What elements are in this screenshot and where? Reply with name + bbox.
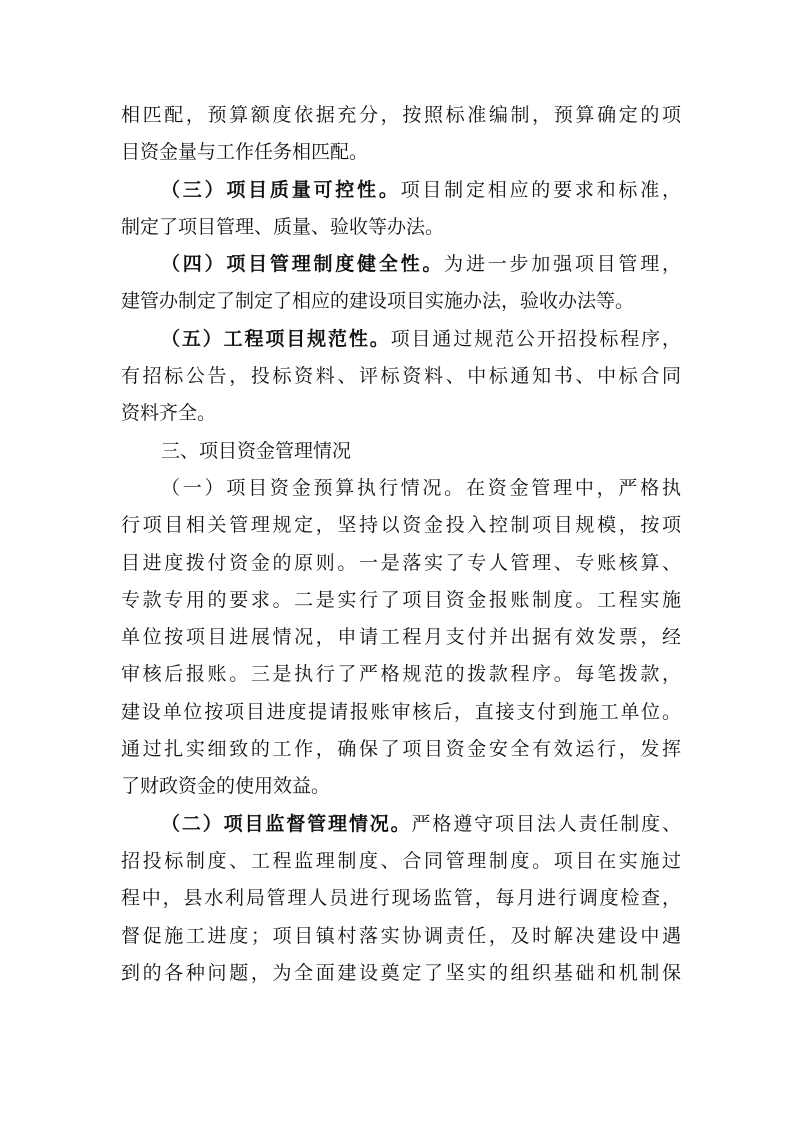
text-line: 审核后报账。三是执行了严格规范的拨款程序。每笔拨款，: [121, 663, 681, 686]
body-text: 项目制定相应的要求和标准，: [400, 178, 681, 201]
paragraph-first-line: [121, 172, 681, 209]
bold-lead-text: （五）工程项目规范性。: [161, 327, 391, 350]
body-text: 为进一步加强项目管理，: [444, 253, 681, 276]
paragraph-first-line: [121, 806, 681, 843]
text-line: 建设单位按项目进度提请报账审核后，直接支付到施工单位。: [121, 700, 681, 723]
text-line: 资料齐全。: [121, 402, 217, 425]
text-line: 相匹配，预算额度依据充分，按照标准编制，预算确定的项: [121, 104, 681, 126]
section-heading: 三、项目资金管理情况: [161, 439, 352, 462]
bold-lead-text: （四）项目管理制度健全性。: [161, 253, 445, 276]
text-line: 了财政资金的使用效益。: [121, 775, 331, 798]
bold-lead-text: （三）项目质量可控性。: [161, 178, 401, 201]
text-line: 督促施工进度；项目镇村落实协调责任，及时解决建设中遇: [121, 924, 681, 947]
text-line: 建管办制定了制定了相应的建设项目实施办法，验收办法等。: [121, 290, 635, 313]
paragraph-first-line: [121, 246, 681, 283]
paragraph-first-line: [121, 321, 681, 358]
text-line: 制定了项目管理、质量、验收等办法。: [121, 215, 445, 238]
text-line: 单位按项目进展情况，申请工程月支付并出据有效发票，经: [121, 626, 681, 649]
text-line: 程中，县水利局管理人员进行现场监管，每月进行调度检查，: [121, 887, 681, 910]
body-text: 项目通过规范公开招投标程序，: [390, 327, 681, 350]
text-line: 目资金量与工作任务相匹配。: [121, 141, 369, 164]
paragraph-first-line: （一）项目资金预算执行情况。在资金管理中，严格执: [161, 476, 681, 499]
text-line: 到的各种问题，为全面建设奠定了坚实的组织基础和机制保: [121, 961, 681, 984]
body-text: 严格遵守项目法人责任制度、: [411, 812, 681, 835]
text-line: 有招标公告，投标资料、评标资料、中标通知书、中标合同: [121, 365, 681, 388]
text-line: 目进度拨付资金的原则。一是落实了专人管理、专账核算、: [121, 551, 681, 574]
text-line: 招投标制度、工程监理制度、合同管理制度。项目在实施过: [121, 849, 681, 872]
document-body: [121, 97, 681, 992]
text-line: 通过扎实细致的工作，确保了项目资金安全有效运行，发挥: [121, 738, 681, 761]
text-line: 专款专用的要求。二是实行了项目资金报账制度。工程实施: [121, 588, 681, 611]
text-line: 行项目相关管理规定，坚持以资金投入控制项目规模，按项: [121, 514, 681, 537]
bold-lead-text: （二）项目监督管理情况。: [161, 812, 412, 835]
